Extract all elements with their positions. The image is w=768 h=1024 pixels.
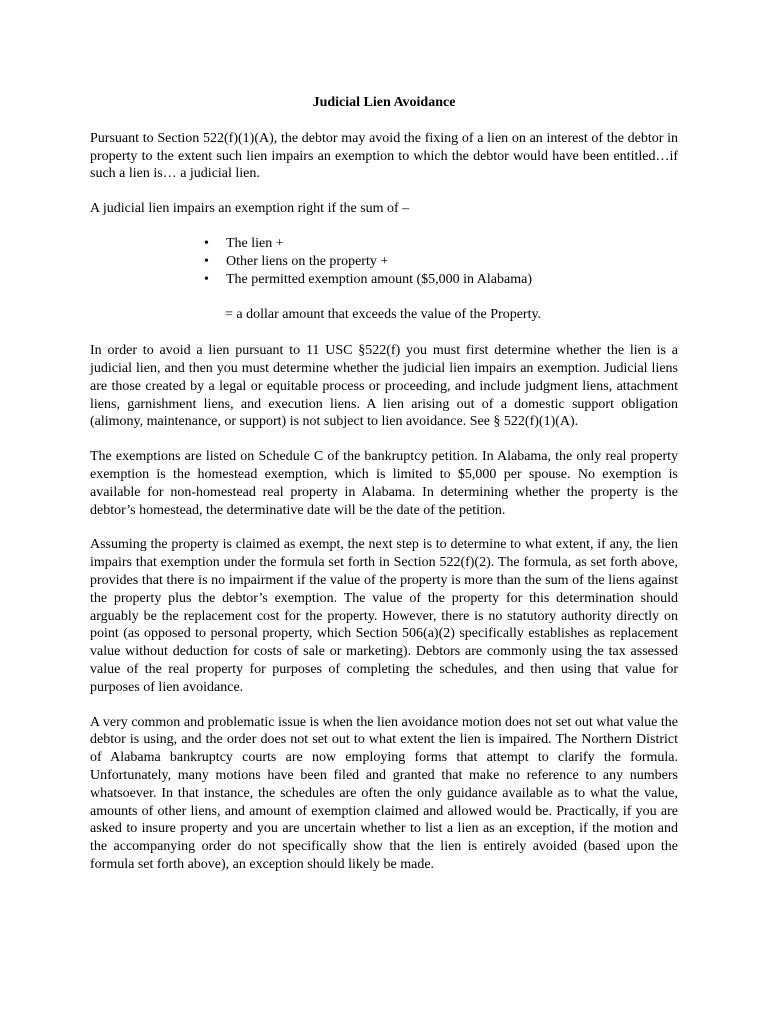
body-paragraph-judicial-liens: In order to avoid a lien pursuant to 11 USC §522(f) you must first determine whether the lien is a judicial lien, and then you must determine whether the judicial lien impairs an exemption. Judicial liens are those created by a legal or equitable process or proceeding, and include judgment liens, attachment liens, garnishment liens, and execution liens. A lien arising out of a domestic support obligation (alimony, maintenance, or support) is not subject to lien avoidance. See § 522(f)(1)(A). xyxy=(90,343,678,430)
bullet-text: The lien + xyxy=(226,235,284,251)
intro-paragraph: Pursuant to Section 522(f)(1)(A), the debtor may avoid the fixing of a lien on an interest of the debtor in property to the extent such lien impairs an exemption to which the debtor would have been entitled…if such a lien is… a judicial lien. xyxy=(90,130,678,182)
bullet-icon: • xyxy=(204,271,209,287)
body-paragraph-impairment: Assuming the property is claimed as exempt, the next step is to determine to what extent, if any, the lien impairs that exemption under the formula set forth in Section 522(f)(2). The formula, as set forth above, provides that there is no impairment if the value of the property is more than the sum of the liens against the property plus the debtor’s exemption. The value of the property for this determination should arguably be the replacement cost for the property. However, there is no statutory authority directly on point (as opposed to personal property, which Section 506(a)(2) specifically establishes as replacement value without deduction for costs of sale or marketing). Debtors are commonly using the tax assessed value of the real property for purposes of completing the schedules, and then using that value for purposes of lien avoidance. xyxy=(90,537,678,695)
bullet-icon: • xyxy=(204,253,209,269)
bullet-text: Other liens on the property + xyxy=(226,253,389,269)
bullet-text: The permitted exemption amount ($5,000 in Alabama) xyxy=(226,271,532,287)
formula-result-line: = a dollar amount that exceeds the value of the Property. xyxy=(225,307,542,323)
document-title: Judicial Lien Avoidance xyxy=(312,95,456,110)
bullet-item-lien xyxy=(204,235,678,253)
bullet-item-other-liens xyxy=(204,253,678,271)
bullet-item-exemption-amount xyxy=(204,271,678,289)
document-page xyxy=(90,94,678,891)
impairs-lead-paragraph: A judicial lien impairs an exemption right if the sum of – xyxy=(90,201,410,217)
body-paragraph-exemptions: The exemptions are listed on Schedule C of the bankruptcy petition. In Alabama, the only real property exemption is the homestead exemption, which is limited to $5,000 per spouse. No exemption is available for non-homestead real property in Alabama. In determining whether the property is the debtor’s homestead, the determinative date will be the date of the petition. xyxy=(90,449,678,518)
body-paragraph-common-issue: A very common and problematic issue is when the lien avoidance motion does not set out what value the debtor is using, and the order does not set out to what extent the lien is impaired. The Northern District of Alabama bankruptcy courts are now employing forms that attempt to clarify the formula. Unfortunately, many motions have been filed and granted that make no reference to any numbers whatsoever. In that instance, the schedules are often the only guidance available as to what the value, amounts of other liens, and amount of exemption claimed and allowed would be. Practically, if you are asked to insure property and you are uncertain whether to list a lien as an exception, if the motion and the accompanying order do not specifically show that the lien is entirely avoided (based upon the formula set forth above), an exception should likely be made. xyxy=(90,714,678,872)
formula-bullet-list xyxy=(90,235,678,288)
bullet-icon: • xyxy=(204,235,209,251)
